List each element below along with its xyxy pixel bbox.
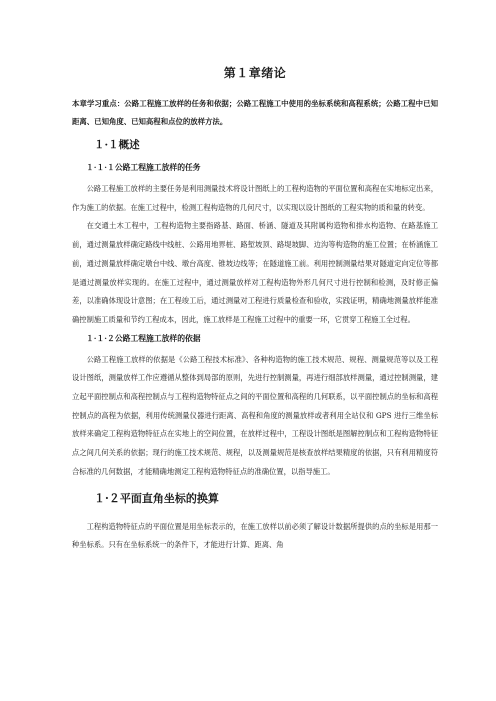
section-heading-overview: １·１概述	[94, 139, 140, 151]
section-heading-plane-coords: １·２平面直角坐标的换算	[94, 491, 219, 505]
paragraph-task-1: 公路工程施工放样的主要任务是利用测量技术将设计图纸上的工程构造物的平面位置和高程在实地标定出来，作为施工的依据。在施工过程中，检测工程构造物的几何尺寸，以实现以设计图纸的工程实物的质和量的转变。	[72, 184, 438, 212]
key-points: 本章学习重点：公路工程施工放样的任务和依据；公路工程施工中使用的坐标系统和高程系统；公路工程中已知距离、已知角度、已知高程和点位的放样方法。	[72, 99, 438, 126]
paragraph-basis-1: 公路工程施工放样的依据是《公路工程技术标准》、各种构造物的施工技术规范、规程、测量规范等以及工程设计图纸，测量放样工作应遵循从整体到局部的原则，先进行控制测量，再进行细部放样测量，通过控制测量，建立起平面控制点和高程控制点与工程构造物特征点之间的平面位置和高程的几何联系，以平面控制点的坐标和高程控制点的高程为依据，利用传统测量仪器进行距离、高程和角度的测量放样或者利用全站仪和 GPS 进行三维坐标放样来确定工程构造物特征点在实地上的空间位置，在放样过程中，工程设计图纸是图解控制点和工程构造物特征点之间几何关系的依据；现行的施工技术规范、规程，以及测量规范是核查放样结果精度的依据，只有利用精度符合标准的几何数据，才能精确地测定工程构造物特征点的准确位置，以指导施工。	[72, 354, 438, 476]
subsection-heading-basis: １·１·２公路工程施工放样的依据	[86, 333, 201, 343]
paragraph-plane-coords-1: 工程构造物特征点的平面位置是用坐标表示的，在施工放样以前必须了解设计数据所提供的点的坐标是用那一种坐标系。只有在坐标系统一的条件下，才能进行计算、距离、角	[72, 521, 438, 550]
subsection-heading-task: １·１·１公路工程施工放样的任务	[86, 163, 201, 172]
chapter-title: 第１章绪论	[223, 66, 287, 80]
paragraph-task-2: 在交通土木工程中，工程构造物主要指路基、路面、桥涵、隧道及其附属构造物和排水构造物、在路基施工前，通过测量放样确定路线中线桩、公路用地界桩、路堑坡顶、路堤坡脚、边沟等构造物的施工位置；在桥涵施工前，通过测量放样确定墩台中线、墩台高度、锥坡边线等；在隧道施工前。利用控制测量结果对隧道定向定位等都是通过测量放样实现的。在施工过程中，通过测量放样对工程构造物外形几何尺寸进行控制和检测，及时修正偏差，以准确体现设计意图；在工程竣工后，通过测量对工程进行质量检查和验收，实践证明，精确地测量放样能准确控制施工质量和节约工程成本，因此，施工放样是工程施工过程中的重要一环，它贯穿工程施工全过程。	[72, 221, 438, 324]
